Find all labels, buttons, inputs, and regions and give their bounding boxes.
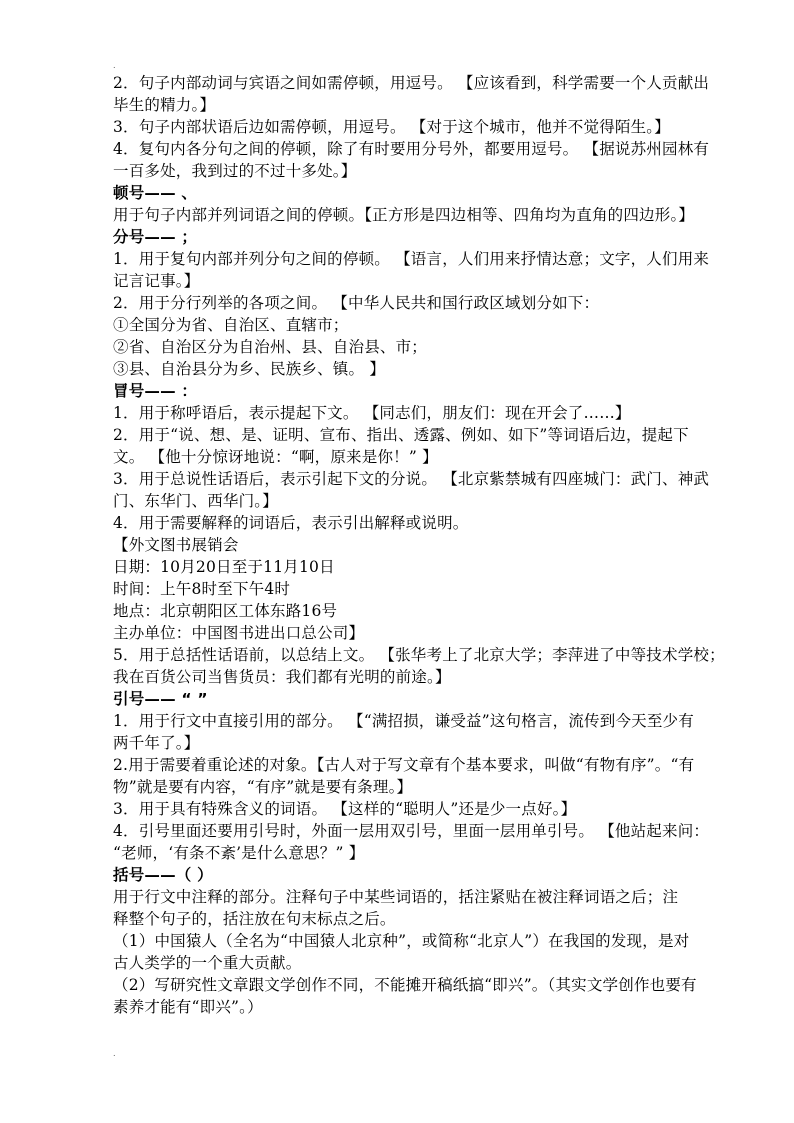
text-line: 5．用于总括性话语前，以总结上文。 【张华考上了北京大学；李萍进了中等技术学校； [113, 646, 725, 664]
text-line: 2．用于“说、想、是、证明、宣布、指出、透露、例如、如下”等词语后边，提起下 [113, 426, 689, 444]
text-line: 1．用于行文中直接引用的部分。 【“满招损，谦受益”这句格言，流传到今天至少有 [113, 712, 694, 730]
section-heading-kuohao: 括号——（ ） [113, 866, 213, 884]
section-heading-dunhao: 顿号—— 、 [113, 184, 198, 202]
text-line: ③县、自治县分为乡、民族乡、镇。 】 [113, 360, 386, 378]
text-line: 4．复句内各分句之间的停顿，除了有时要用分号外，都要用逗号。 【据说苏州园林有 [113, 140, 710, 158]
section-heading-fenhao: 分号—— ； [113, 228, 198, 246]
text-line: 用于句子内部并列词语之间的停顿。【正方形是四边相等、四角均为直角的四边形。】 [113, 206, 695, 224]
page-marker-top: . [113, 61, 116, 70]
text-line: 1．用于复句内部并列分句之间的停顿。 【语言，人们用来抒情达意；文字，人们用来 [113, 250, 710, 268]
text-line: 释整个句子的，括注放在句末标点之后。 [113, 910, 396, 928]
text-line: （1）中国猿人（全名为“中国猿人北京种”，或简称“北京人”）在我国的发现，是对 [113, 932, 690, 950]
text-line: 3．用于总说性话语后，表示引起下文的分说。 【北京紫禁城有四座城门：武门、神武 [113, 470, 710, 488]
text-line: 4．引号里面还要用引号时，外面一层用双引号，里面一层用单引号。 【他站起来问： [113, 822, 710, 840]
text-line: 3．句子内部状语后边如需停顿，用逗号。 【对于这个城市，他并不觉得陌生。】 [113, 118, 670, 136]
text-line: 物”就是要有内容，“有序”就是要有条理。】 [113, 778, 413, 796]
text-line: ②省、自治区分为自治州、县、自治县、市； [113, 338, 428, 356]
text-line: 门、东华门、西华门。】 [113, 492, 278, 510]
text-line: 2．句子内部动词与宾语之间如需停顿，用逗号。 【应该看到，科学需要一个人贡献出 [113, 74, 710, 92]
text-line: 古人类学的一个重大贡献。 [113, 954, 302, 972]
section-heading-maohao: 冒号—— ： [113, 382, 198, 400]
document-body [113, 72, 725, 1018]
text-line: 我在百货公司当售货员：我们都有光明的前途。】 [113, 668, 451, 686]
text-line: 用于行文中注释的部分。注释句子中某些词语的，括注紧贴在被注释词语之后；注 [113, 888, 679, 906]
text-line: 文。 【他十分惊讶地说：“啊，原来是你！” 】 [113, 448, 438, 466]
text-line: 4．用于需要解释的词语后，表示引出解释或说明。 [113, 514, 469, 532]
text-line: （2）写研究性文章跟文学创作不同，不能摊开稿纸搞“即兴”。（其实文学创作也要有 [113, 976, 697, 994]
text-line: 地点：北京朝阳区工体东路16号 [113, 602, 338, 620]
text-line: 3．用于具有特殊含义的词语。 【这样的“聪明人”还是少一点好。】 [113, 800, 577, 818]
text-line: 时间：上午8时至下午4时 [113, 580, 291, 598]
text-line: “老师，‘有条不紊’是什么意思？” 】 [113, 844, 365, 862]
section-heading-yinhao: 引号—— “ ” [113, 690, 208, 708]
text-line: 2.用于需要着重论述的对象。【古人对于写文章有个基本要求，叫做“有物有序”。“有 [113, 756, 695, 774]
text-line: 2．用于分行列举的各项之间。 【中华人民共和国行政区域划分如下： [113, 294, 600, 312]
text-line: 日期：10月20日至于11月10日 [113, 558, 335, 576]
text-line: 记言记事。】 [113, 272, 200, 290]
text-line: 【外文图书展销会 [113, 536, 239, 554]
text-line: 素养才能有“即兴”。） [113, 998, 263, 1016]
page-marker-bottom: . [113, 1049, 116, 1058]
text-line: 一百多处，我到过的不过十多处。】 [113, 162, 357, 180]
text-line: 主办单位：中国图书进出口总公司】 [113, 624, 365, 642]
text-line: 毕生的精力。】 [113, 96, 216, 114]
text-line: 1．用于称呼语后，表示提起下文。 【同志们，朋友们：现在开会了……】 [113, 404, 631, 422]
text-line: ①全国分为省、自治区、直辖市； [113, 316, 349, 334]
text-line: 两千年了。】 [113, 734, 200, 752]
